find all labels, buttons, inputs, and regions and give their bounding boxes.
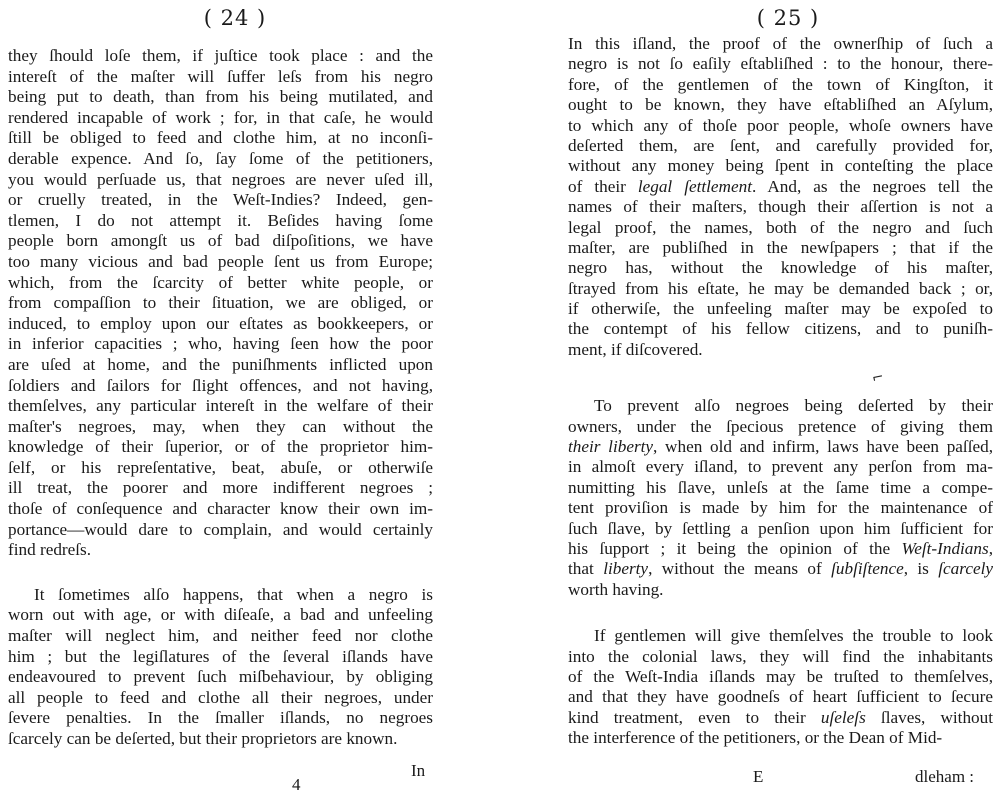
text-line: you would perſuade us, that negroes are never uſed ill, xyxy=(8,169,433,189)
text-line: the contempt of his fellow citizens, and to puniſh- xyxy=(568,319,993,339)
text-line: his ſupport ; it being the opinion of the Weſt-Indians, xyxy=(568,538,993,558)
text-line: negro is not ſo eaſily eſtabliſhed : to the honour, there- xyxy=(568,54,993,74)
paragraph xyxy=(8,46,433,561)
text-line: in almoſt every iſland, to prevent any perſon from ma- xyxy=(568,457,993,477)
text-line: maſter will neglect him, and neither feed nor clothe xyxy=(8,626,433,646)
text-line: ment, if diſcovered. xyxy=(568,339,703,359)
text-line: of their legal ſettlement. And, as the negroes tell the xyxy=(568,176,993,196)
catchword-left: In xyxy=(411,761,426,780)
paragraph-gap xyxy=(8,561,433,585)
text-line: deſerted them, are ſent, and carefully provided for, xyxy=(568,135,993,155)
text-line: all people to feed and clothe all their negroes, under xyxy=(8,687,433,707)
text-line: ſevere penalties. In the ſmaller iſlands, no negroes xyxy=(8,708,433,728)
text-line: themſelves, any particular intereſt in the welfare of their xyxy=(8,396,433,416)
page-number-right: ( 25 ) xyxy=(756,6,820,30)
text-line: and that they have goodneſs of heart ſufficient to ſecure xyxy=(568,687,993,707)
text-line: intereſt of the maſter will ſuffer leſs from his negro xyxy=(8,66,433,86)
text-line: endeavoured to prevent ſuch miſbehaviour, by obliging xyxy=(8,667,433,687)
text-line: tlemen, I do not attempt it. Beſides having ſome xyxy=(8,210,433,230)
text-line: or cruelly treated, in the Weſt-Indies? Indeed, gen- xyxy=(8,190,433,210)
text-line: knowledge of their ſuperior, or of the proprietor him- xyxy=(8,437,433,457)
printer-ornament-icon: ⌐ xyxy=(870,368,886,388)
catchword-right: dleham : xyxy=(915,767,975,786)
text-line: which, from the ſcarcity of better white people, or xyxy=(8,272,433,292)
text-line: fore, of the gentlemen of the town of Kingſton, it xyxy=(568,74,993,94)
text-line: that liberty, without the means of ſubſiſtence, is ſcarcely xyxy=(568,559,993,579)
text-line: find redreſs. xyxy=(8,540,92,560)
signature-mark-right: E xyxy=(753,767,764,786)
text-line: induced, to employ upon our eſtates as bookkeepers, or xyxy=(8,313,433,333)
left-page-text xyxy=(8,46,433,750)
text-line: are uſed at home, and the puniſhments inflicted upon xyxy=(8,354,433,374)
paragraph xyxy=(568,34,993,360)
text-line: owners, under the ſpecious pretence of giving them xyxy=(568,416,993,436)
text-line: kind treatment, even to their uſeleſs ſlaves, without xyxy=(568,707,993,727)
text-line: numitting his ſlave, unleſs at the ſame time a compe- xyxy=(568,477,993,497)
paragraph xyxy=(568,396,993,600)
text-line: of the Weſt-India iſlands may be truſted to themſelves, xyxy=(568,666,993,686)
text-line: ſtill be obliged to feed and clothe him, at no inconſi- xyxy=(8,128,433,148)
text-line: ought to be known, they have eſtabliſhed an Aſylum, xyxy=(568,95,993,115)
italic-text: their liberty xyxy=(568,437,654,457)
text-line: being put to death, than from his being mutilated, and xyxy=(8,87,433,107)
text-line: names of their maſters, though their aſſertion is not a xyxy=(568,197,993,217)
text-line: maſter, are publiſhed in the newſpapers ; that if the xyxy=(568,237,993,257)
text-line: ill treat, the poorer and more indifferent negroes ; xyxy=(8,478,433,498)
text-line: worn out with age, or with diſeaſe, a bad and unfeeling xyxy=(8,605,433,625)
text-line: ſuch ſlave, by ſettling a penſion upon him ſufficient for xyxy=(568,518,993,538)
italic-text: Weſt-Indians xyxy=(901,538,989,558)
signature-mark-left: 4 xyxy=(292,775,301,794)
text-line: if otherwiſe, the unfeeling maſter may be expoſed to xyxy=(568,299,993,319)
text-line: thoſe of conſequence and character know their own im- xyxy=(8,499,433,519)
page-number-left: ( 24 ) xyxy=(203,6,267,30)
text-line: If gentlemen will give themſelves the trouble to look xyxy=(594,626,993,646)
text-line: derable expence. And ſo, ſay ſome of the petitioners, xyxy=(8,148,433,168)
paragraph-gap xyxy=(568,600,993,626)
text-line: him ; but the legiſlatures of the ſeveral iſlands have xyxy=(8,646,433,666)
paragraph xyxy=(568,626,993,748)
text-line: people born amongſt us of bad diſpoſitions, we have xyxy=(8,231,433,251)
text-line: in inferior capacities ; who, having ſeen how the poor xyxy=(8,334,433,354)
paragraph-gap xyxy=(568,360,993,396)
text-line: In this iſland, the proof of the ownerſhip of ſuch a xyxy=(568,34,993,53)
text-line: ſcarcely can be deſerted, but their proprietors are known. xyxy=(8,729,398,748)
text-line: their liberty, when old and infirm, laws have been paſſed, xyxy=(568,437,993,457)
text-line: tent proviſion is made by him for the maintenance of xyxy=(568,498,993,518)
text-line: ſtrayed from his eſtate, he may be demanded back ; or, xyxy=(568,278,993,298)
text-line: negro has, without the knowledge of his maſter, xyxy=(568,258,993,278)
text-line: To prevent alſo negroes being deſerted by their xyxy=(594,396,993,416)
right-page xyxy=(500,0,1000,795)
text-line: ſelf, or his repreſentative, beat, abuſe, or otherwiſe xyxy=(8,457,433,477)
italic-text: legal ſettlement xyxy=(637,176,752,196)
text-line: maſter's negroes, may, when they can without the xyxy=(8,416,433,436)
text-line: the interference of the petitioners, or the Dean of Mid- xyxy=(568,728,943,748)
right-page-text xyxy=(568,34,993,749)
text-line: It ſometimes alſo happens, that when a negro is xyxy=(34,584,433,604)
text-line: ſoldiers and ſailors for ſlight offences, and not having, xyxy=(8,375,433,395)
text-line: to which any of thoſe poor people, whoſe owners have xyxy=(568,115,993,135)
italic-text: uſeleſs xyxy=(820,707,866,727)
text-line: they ſhould loſe them, if juſtice took place : and the xyxy=(8,46,433,65)
text-line: without any money being ſpent in conteſting the place xyxy=(568,156,993,176)
italic-text: ſubſiſtence xyxy=(831,559,904,579)
paragraph xyxy=(8,585,433,750)
text-line: into the colonial laws, they will find the inhabitants xyxy=(568,646,993,666)
text-line: from compaſſion to their ſituation, we are obliged, or xyxy=(8,293,433,313)
text-line: worth having. xyxy=(568,579,664,599)
italic-text: ſcarcely xyxy=(938,559,993,579)
text-line: portance—would dare to complain, and would certainly xyxy=(8,519,433,539)
text-line: rendered incapable of work ; for, in that caſe, he would xyxy=(8,107,433,127)
italic-text: liberty xyxy=(603,559,649,579)
text-line: too many vicious and bad people ſent us from Europe; xyxy=(8,251,433,271)
text-line: legal proof, the names, both of the negro and ſuch xyxy=(568,217,993,237)
